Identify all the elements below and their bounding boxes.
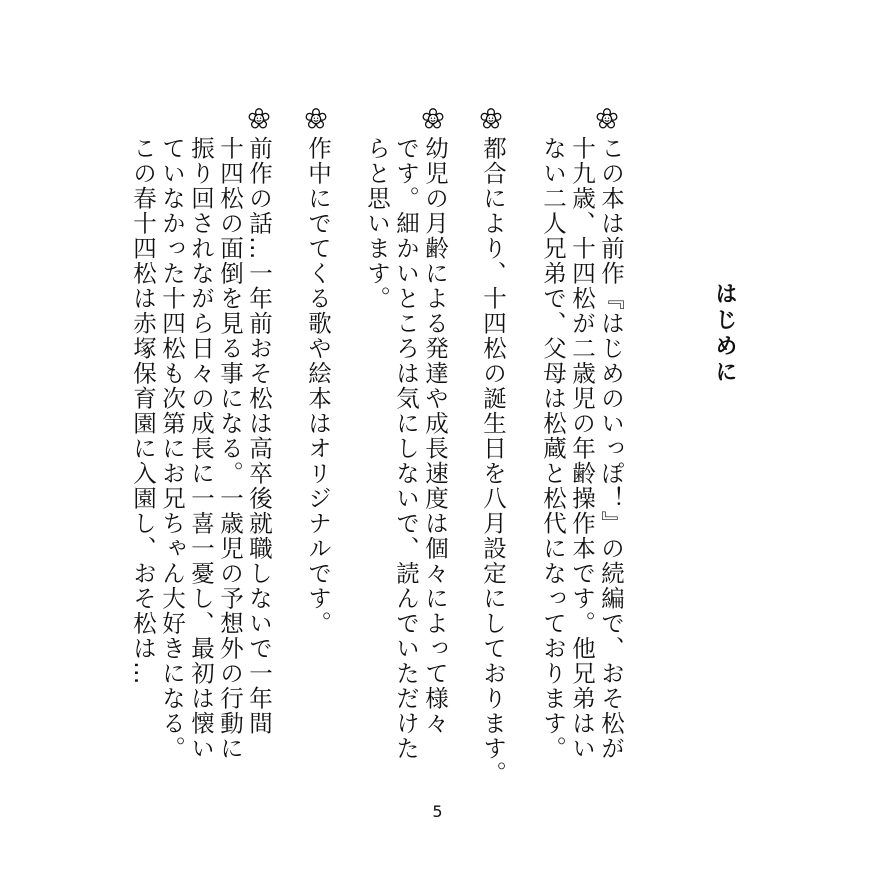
paragraph-1: この本は前作『はじめのいっぽ！』の続編で、おそ松が 十九歳、十四松が二歳児の年齢操作本です。他兄弟はい ない二人兄弟で、父母は松蔵と松代になっております。 [539,136,625,761]
page-number: 5 [432,802,443,821]
page-title: はじめに [712,282,737,386]
flower-icon [248,108,270,130]
flower-icon [596,108,618,130]
flower-icon [480,108,502,130]
paragraph-5: 前作の話…一年前おそ松は高卒後就職しないで一年間 十四松の面倒を見る事になる。一歳児の予想外の行動に 振り回されながら日々の成長に一喜一憂し、最初は懐い ていなかった十四松も次第にお兄ちゃん大好きになる。 この春十四松は赤塚保育園に入園し、おそ松は… [129,136,273,761]
paragraph-4: 作中にでてくる歌や絵本はオリジナルです。 [304,136,332,636]
paragraph-2: 都合により、十四松の誕生日を八月設定にしております。 [479,136,507,786]
paragraph-3: 幼児の月齢による発達や成長速度は個々によって様々 です。細かいところは気にしないで、読んでいただけた らと思います。 [363,136,449,761]
flower-icon [422,108,444,130]
flower-icon [305,108,327,130]
